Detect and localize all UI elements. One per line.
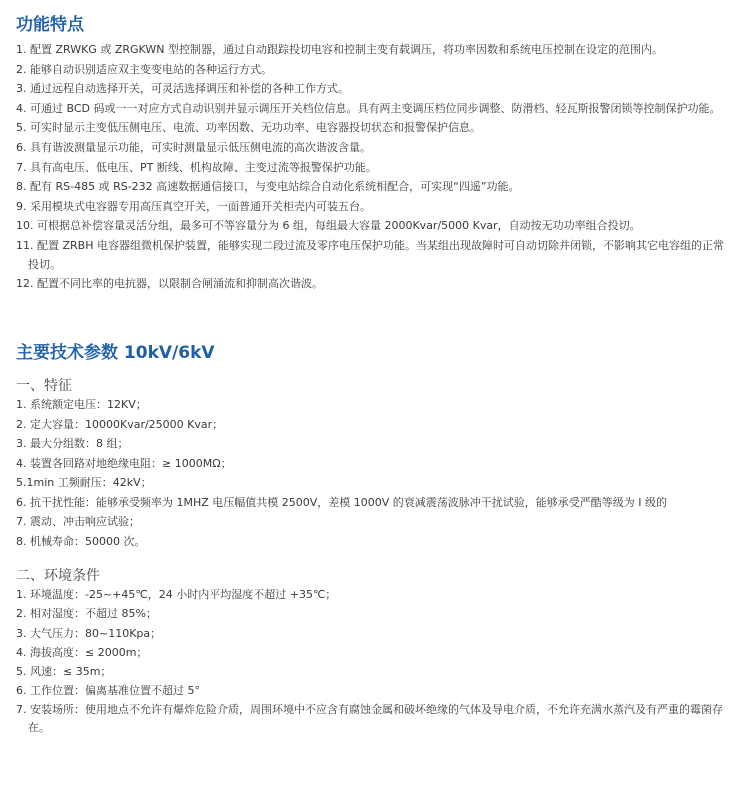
feature-item: 10. 可根据总补偿容量灵活分组，最多可不等容量分为 6 组，每组最大容量 2000Kvar/5000 Kvar，自动按无功功率组合投切。 <box>16 219 641 233</box>
characteristic-item: 7. 震动、冲击响应试验； <box>16 515 140 528</box>
environment-item: 4. 海拔高度：≤ 2000m； <box>16 645 148 659</box>
characteristic-item: 6. 抗干扰性能：能够承受频率为 1MHZ 电压幅值共模 2500V，差模 1000V 的衰减震荡波脉冲干扰试验，能够承受严酷等级为 I 级的 <box>16 495 668 509</box>
environment-item: 3. 大气压力：80~110Kpa； <box>16 626 162 640</box>
features-list <box>16 40 728 294</box>
feature-item: 2. 能够自动识别适应双主变变电站的各种运行方式。 <box>16 62 272 76</box>
feature-item: 9. 采用模块式电容器专用高压真空开关，一面普通开关柜壳内可装五台。 <box>16 199 371 213</box>
environment-item: 1. 环境温度：-25~+45℃，24 小时内平均湿度不超过 +35℃； <box>16 588 337 601</box>
feature-item: 11. 配置 ZRBH 电容器组微机保护装置，能够实现二段过流及零序电压保护功能。当某组出现故障时可自动切除并闭锁，不影响其它电容组的正常投切。 <box>16 238 724 271</box>
feature-item: 6. 具有谐波测量显示功能，可实时测量显示低压侧电流的高次谐波含量。 <box>16 140 371 154</box>
feature-item: 7. 具有高电压、低电压、PT 断线、机构故障、主变过流等报警保护功能。 <box>16 160 377 174</box>
features-heading: 功能特点 <box>16 15 84 35</box>
characteristics-heading: 一、特征 <box>16 378 72 394</box>
environment-item: 5. 风速：≤ 35m； <box>16 665 112 679</box>
characteristics-list <box>16 395 728 551</box>
feature-item: 1. 配置 ZRWKG 或 ZRGKWN 型控制器，通过自动跟踪投切电容和控制主变有载调压，将功率因数和系统电压控制在设定的范围内。 <box>16 43 663 56</box>
environment-item: 2. 相对湿度：不超过 85%； <box>16 607 157 621</box>
characteristic-item: 5.1min 工频耐压：42kV； <box>16 476 152 489</box>
feature-item: 3. 通过远程自动选择开关，可灵活选择调压和补偿的各种工作方式。 <box>16 82 349 96</box>
characteristic-item: 2. 定大容量：10000Kvar/25000 Kvar； <box>16 417 224 431</box>
feature-item: 12. 配置不同比率的电抗器，以限制合闸涌流和抑制高次谐波。 <box>16 276 323 290</box>
environment-list <box>16 585 728 738</box>
feature-item: 4. 可通过 BCD 码或一一对应方式自动识别并显示调压开关档位信息。具有两主变调压档位同步调整、防滑档、轻瓦斯报警闭锁等控制保护功能。 <box>16 101 721 115</box>
feature-item: 5. 可实时显示主变低压侧电压、电流、功率因数、无功功率、电容器投切状态和报警保护信息。 <box>16 121 481 135</box>
characteristic-item: 4. 装置各回路对地绝缘电阻：≥ 1000MΩ； <box>16 456 232 470</box>
characteristic-item: 8. 机械寿命：50000 次。 <box>16 534 146 548</box>
environment-heading: 二、环境条件 <box>16 568 100 584</box>
specs-heading: 主要技术参数 10kV/6kV <box>16 343 215 363</box>
environment-item: 7. 安装场所：使用地点不允许有爆炸危险介质，周围环境中不应含有腐蚀金属和破坏绝缘的气体及导电介质，不允许充满水蒸汽及有严重的霉菌存在。 <box>16 702 723 735</box>
environment-item: 6. 工作位置：偏离基准位置不超过 5° <box>16 684 200 698</box>
characteristic-item: 3. 最大分组数：8 组； <box>16 437 129 450</box>
feature-item: 8. 配有 RS-485 或 RS-232 高速数据通信接口，与变电站综合自动化系统相配合，可实现“四遥”功能。 <box>16 180 520 194</box>
characteristic-item: 1. 系统额定电压：12KV； <box>16 398 147 411</box>
